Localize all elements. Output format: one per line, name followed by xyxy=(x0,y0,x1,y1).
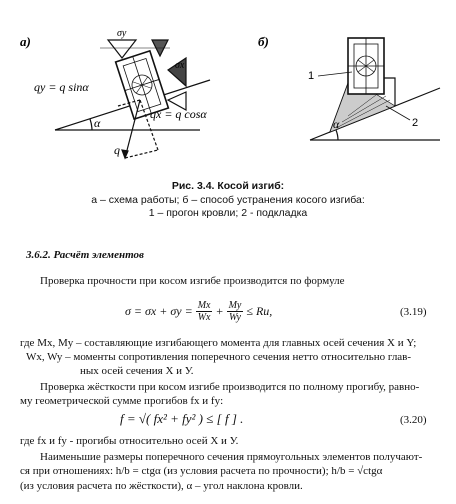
panel-a-diagram xyxy=(55,40,210,158)
section-heading: 3.6.2. Расчёт элементов xyxy=(26,249,144,261)
alpha-a-label: α xyxy=(94,116,101,130)
paragraph-dimensions-b: ся при отношениях: h/b = ctgα (из условия расчета по прочности); h/b = √ctgα xyxy=(20,465,383,477)
q-label: q xyxy=(114,143,120,157)
paragraph-stiffness-a: Проверка жёсткости при косом изгибе производится по полному прогибу, равно- xyxy=(40,381,420,393)
eq319-right: ≤ Rи, xyxy=(246,304,273,318)
qx-formula: qx = q cosα xyxy=(150,107,207,121)
label-1: 1 xyxy=(308,70,315,82)
figure-3-4 xyxy=(0,0,456,178)
sigma-x-label: σx xyxy=(175,60,185,71)
paragraph-moments: где Mx, My – составляющие изгибающего момента для главных осей сечения X и Y; xyxy=(20,337,417,349)
paragraph-deflections: где fx и fy - прогибы относительно осей X и У. xyxy=(20,435,239,447)
paragraph-stiffness-b: му геометрической сумме прогибов fx и fy: xyxy=(20,395,224,407)
panel-b-diagram xyxy=(310,38,440,140)
paragraph-section-moduli-b: ных осей сечения X и У. xyxy=(80,365,194,377)
figure-caption-line1: а – схема работы; б – способ устранения косого изгиба: xyxy=(91,194,365,206)
equation-number-3-20: (3.20) xyxy=(400,414,427,426)
eq319-frac-y: $\frac{My}{Wy}$ xyxy=(228,300,242,323)
alpha-b-label: α xyxy=(333,117,340,131)
paragraph-dimensions-a: Наименьшие размеры поперечного сечения прямоугольных элементов получают- xyxy=(40,451,423,463)
equation-3-19: σ = σx + σy = $\frac{Mx}{Wx}$ + $\frac{My}{Wy}$ ≤ Rи, xyxy=(125,300,273,323)
label-2: 2 xyxy=(412,117,419,129)
figure-caption-line2: 1 – прогон кровли; 2 - подкладка xyxy=(148,207,308,219)
equation-number-3-19: (3.19) xyxy=(400,306,427,318)
paragraph-section-moduli-a: Wx, Wy – моменты сопротивления поперечного сечения нетто относительно глав- xyxy=(26,351,412,363)
eq319-left: σ = σx + σy = xyxy=(125,304,193,318)
eq319-frac-x: $\frac{Mx}{Wx}$ xyxy=(197,300,211,323)
qy-formula: qy = q sinα xyxy=(34,80,89,94)
equation-3-20: f = √( fx² + fy² ) ≤ [ f ] . xyxy=(120,411,244,426)
panel-b-label: б) xyxy=(258,34,269,49)
paragraph-strength-check: Проверка прочности при косом изгибе производится по формуле xyxy=(40,275,345,287)
paragraph-dimensions-c: (из условия расчета по жёсткости), α – угол наклона кровли. xyxy=(20,480,303,492)
figure-caption-title: Рис. 3.4. Косой изгиб: xyxy=(171,180,285,192)
sigma-y-label: σy xyxy=(117,28,127,39)
panel-a-label: а) xyxy=(20,34,31,49)
